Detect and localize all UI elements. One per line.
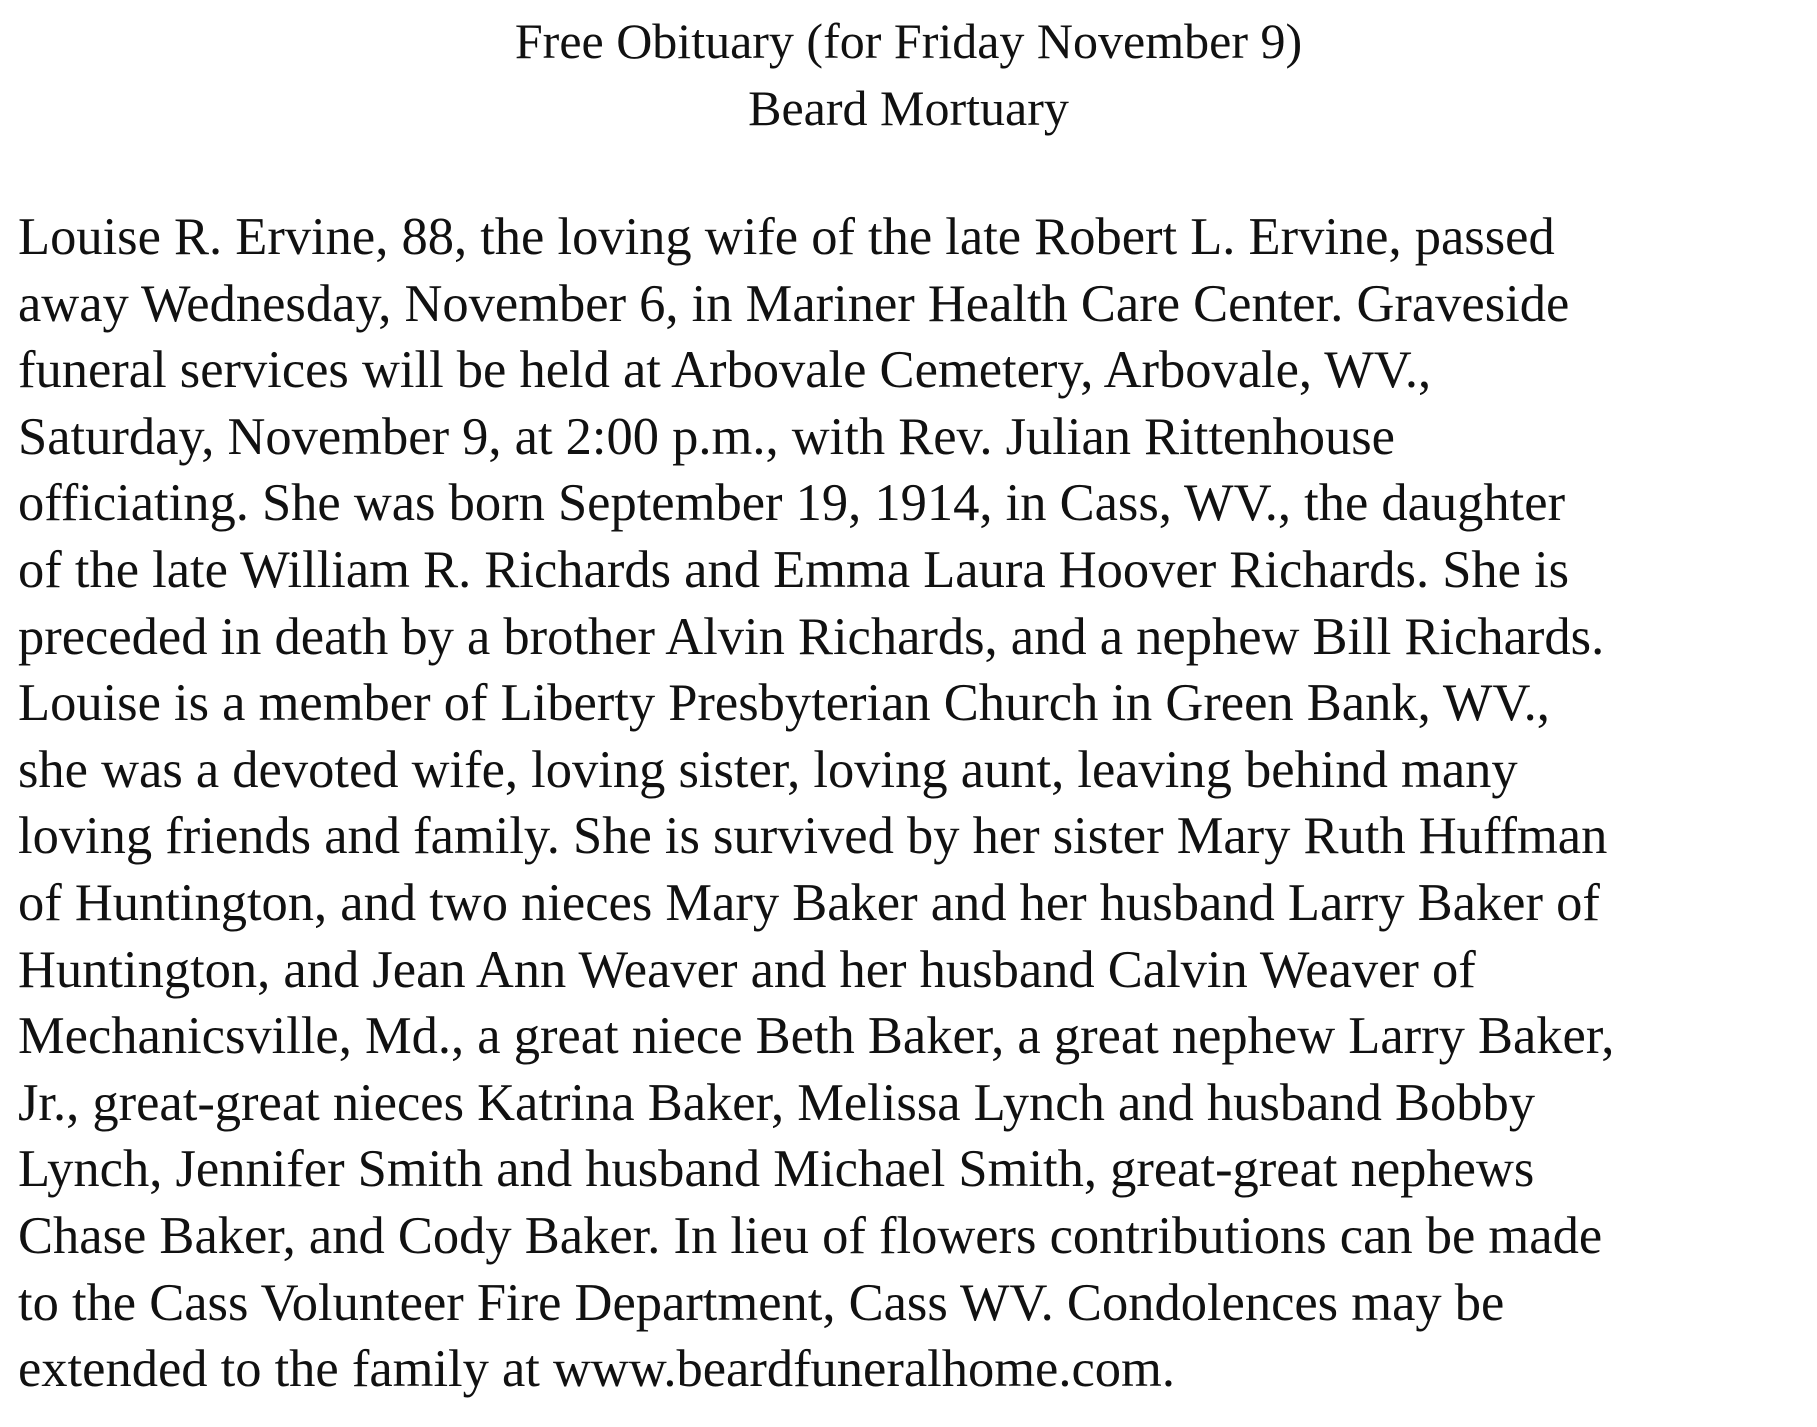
body-line: Mechanicsville, Md., a great niece Beth Baker, a great nephew Larry Baker, bbox=[18, 1007, 1615, 1066]
header-mortuary-name: Beard Mortuary bbox=[748, 80, 1069, 136]
body-line: of the late William R. Richards and Emma Laura Hoover Richards. She is bbox=[18, 540, 1570, 599]
body-line: away Wednesday, November 6, in Mariner Health Care Center. Graveside bbox=[18, 274, 1570, 333]
body-line: officiating. She was born September 19, 1914, in Cass, WV., the daughter bbox=[18, 474, 1566, 533]
obituary-header bbox=[0, 8, 1817, 142]
body-line: Louise R. Ervine, 88, the loving wife of the late Robert L. Ervine, passed bbox=[18, 208, 1555, 266]
body-line: Louise is a member of Liberty Presbyterian Church in Green Bank, WV., bbox=[18, 674, 1550, 733]
body-line: funeral services will be held at Arbovale Cemetery, Arbovale, WV., bbox=[18, 341, 1432, 400]
body-line: she was a devoted wife, loving sister, loving aunt, leaving behind many bbox=[18, 740, 1518, 799]
body-line: Huntington, and Jean Ann Weaver and her husband Calvin Weaver of bbox=[18, 940, 1476, 999]
body-line: extended to the family at www.beardfuneralhome.com. bbox=[18, 1340, 1175, 1399]
body-line: Chase Baker, and Cody Baker. In lieu of flowers contributions can be made bbox=[18, 1206, 1603, 1265]
header-title: Free Obituary (for Friday November 9) bbox=[514, 13, 1303, 69]
body-line: Jr., great-great nieces Katrina Baker, Melissa Lynch and husband Bobby bbox=[18, 1073, 1536, 1132]
obituary-body bbox=[18, 204, 1808, 1403]
body-line: Lynch, Jennifer Smith and husband Michael Smith, great-great nephews bbox=[18, 1140, 1535, 1199]
body-line: loving friends and family. She is survived by her sister Mary Ruth Huffman bbox=[18, 807, 1608, 866]
body-line: preceded in death by a brother Alvin Richards, and a nephew Bill Richards. bbox=[18, 607, 1605, 666]
body-line: Saturday, November 9, at 2:00 p.m., with Rev. Julian Rittenhouse bbox=[18, 407, 1395, 466]
body-line: of Huntington, and two nieces Mary Baker and her husband Larry Baker of bbox=[18, 873, 1600, 932]
body-line: to the Cass Volunteer Fire Department, Cass WV. Condolences may be bbox=[18, 1273, 1505, 1332]
